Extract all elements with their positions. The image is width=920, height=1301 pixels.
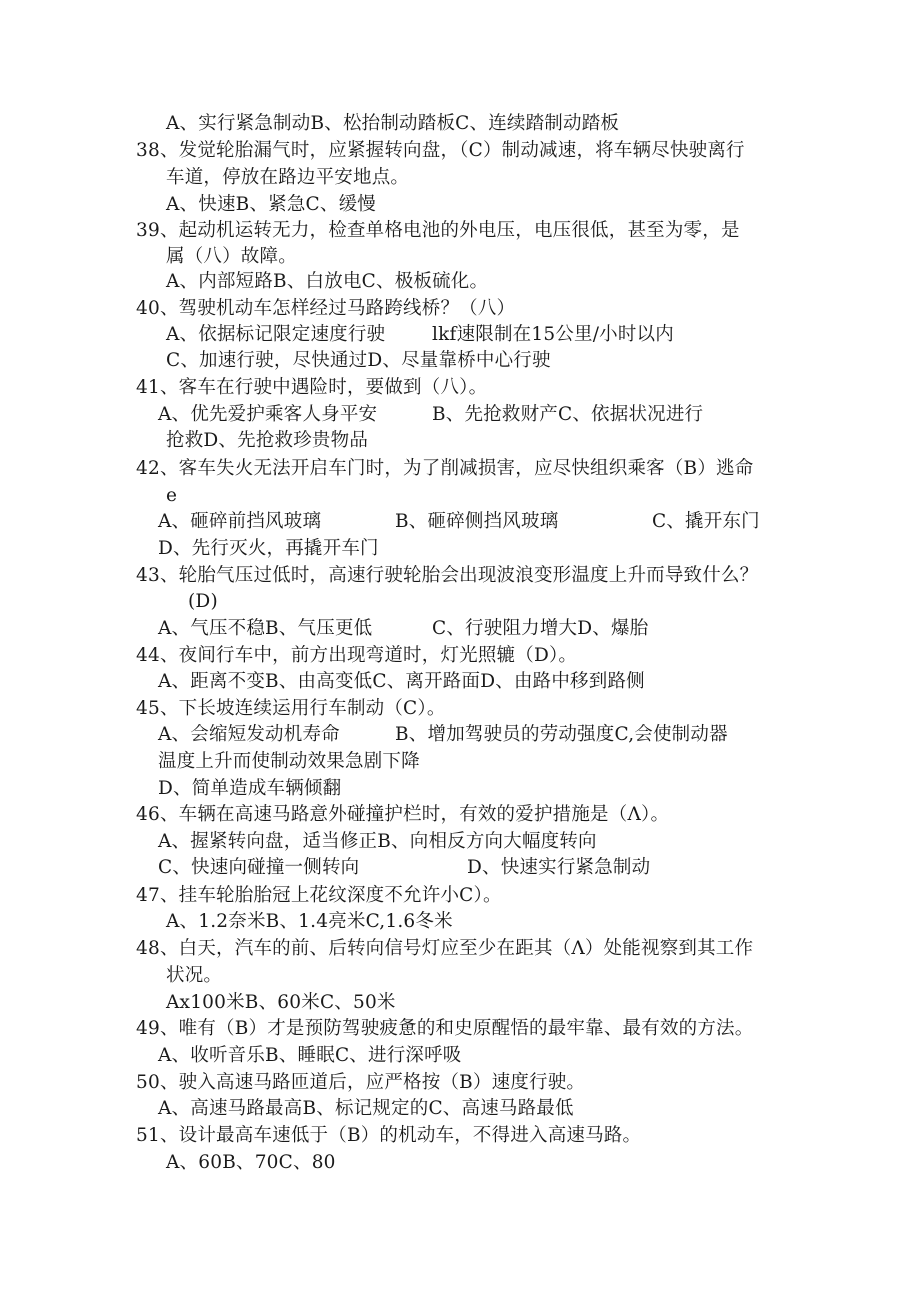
- question-51: 51、设计最高车速低于（B）的机动车，不得进入高速马路。: [136, 1125, 642, 1146]
- question-46: 46、车辆在高速马路意外碰撞护栏时，有效的爱护措施是（Λ）。: [136, 804, 670, 825]
- options-line: A、60B、70C、80: [166, 1152, 336, 1173]
- options-line: A、会缩短发动机寿命: [158, 724, 340, 745]
- options-line: C、加速行驶，尽快通过D、尽量靠桥中心行驶: [166, 350, 551, 371]
- options-line: D、先行灭火，再撬开车门: [158, 538, 379, 559]
- options-line: Ax100米B、60米C、50米: [166, 992, 396, 1013]
- text-line: 车道，停放在路边平安地点。: [166, 167, 410, 188]
- options-line: A、内部短路B、白放电C、极板硫化。: [166, 271, 489, 292]
- options-line: C、快速向碰撞一侧转向: [158, 857, 360, 878]
- options-line: A、气压不稳B、气压更低: [158, 618, 373, 639]
- options-line: A、快速B、紧急C、缓慢: [166, 194, 377, 215]
- question-48: 48、白天，汽车的前、后转向信号灯应至少在距其（Λ）处能视察到其工作: [136, 938, 754, 959]
- question-39: 39、起动机运转无力，检查单格电池的外电压，电压很低，甚至为零，是: [136, 220, 740, 241]
- question-38: 38、发觉轮胎漏气时，应紧握转向盘，（C）制动减速，将车辆尽快驶离行: [136, 140, 745, 161]
- options-line: D、简单造成车辆倾翻: [158, 778, 342, 799]
- text-line: 状况。: [166, 965, 223, 986]
- options-line: C、撬开东门: [652, 511, 760, 532]
- options-line: A、优先爱护乘客人身平安: [158, 404, 378, 425]
- question-42: 42、客车失火无法开启车门时，为了削减损害，应尽快组织乘客（B）逃命: [136, 458, 754, 479]
- text-line: e: [166, 485, 178, 506]
- answer-line: (D): [188, 591, 218, 612]
- question-45: 45、下长坡连续运用行车制动（C）。: [136, 698, 446, 719]
- text-line: A、实行紧急制动B、松抬制动踏板C、连续踏制动踏板: [166, 113, 620, 134]
- text-line: 抢救D、先抢救珍贵物品: [166, 430, 369, 451]
- options-line: C、行驶阻力增大D、爆胎: [432, 618, 649, 639]
- options-line: A、收听音乐B、睡眠C、进行深呼吸: [158, 1045, 462, 1066]
- options-line: D、快速实行紧急制动: [467, 857, 651, 878]
- options-line: B、砸碎侧挡风玻璃: [395, 511, 559, 532]
- options-line: A、依据标记限定速度行驶: [166, 324, 386, 345]
- options-line: B、先抢救财产C、依据状况进行: [432, 404, 704, 425]
- options-line: A、1.2奈米B、1.4亮米C,1.6冬米: [166, 911, 453, 932]
- options-line: B、增加驾驶员的劳动强度C,会使制动器: [395, 724, 728, 745]
- question-49: 49、唯有（B）才是预防驾驶疲惫的和史原醒悟的最牢靠、最有效的方法。: [136, 1018, 754, 1039]
- options-line: lkf速限制在15公里/小时以内: [432, 324, 674, 345]
- question-43: 43、轮胎气压过低时，高速行驶轮胎会出现波浪变形温度上升而导致什么？: [136, 565, 759, 586]
- text-line: 属（八）故障。: [166, 246, 297, 267]
- question-40: 40、驾驶机动车怎样经过马路跨线桥？（八）: [136, 298, 516, 319]
- question-50: 50、驶入高速马路匝道后，应严格按（B）速度行驶。: [136, 1072, 586, 1093]
- text-line: 温度上升而使制动效果急剧下降: [158, 751, 420, 772]
- question-41: 41、客车在行驶中遇险时，要做到（八）。: [136, 377, 488, 398]
- question-47: 47、挂车轮胎胎冠上花纹深度不允许小C）。: [136, 885, 502, 906]
- question-44: 44、夜间行车中，前方出现弯道时，灯光照辘（D）。: [136, 645, 578, 666]
- options-line: A、距离不变B、由高变低C、离开路面D、由路中移到路侧: [158, 671, 645, 692]
- options-line: A、握紧转向盘，适当修正B、向相反方向大幅度转向: [158, 831, 597, 852]
- options-line: A、高速马路最高B、标记规定的C、高速马路最低: [158, 1098, 574, 1119]
- options-line: A、砸碎前挡风玻璃: [158, 511, 322, 532]
